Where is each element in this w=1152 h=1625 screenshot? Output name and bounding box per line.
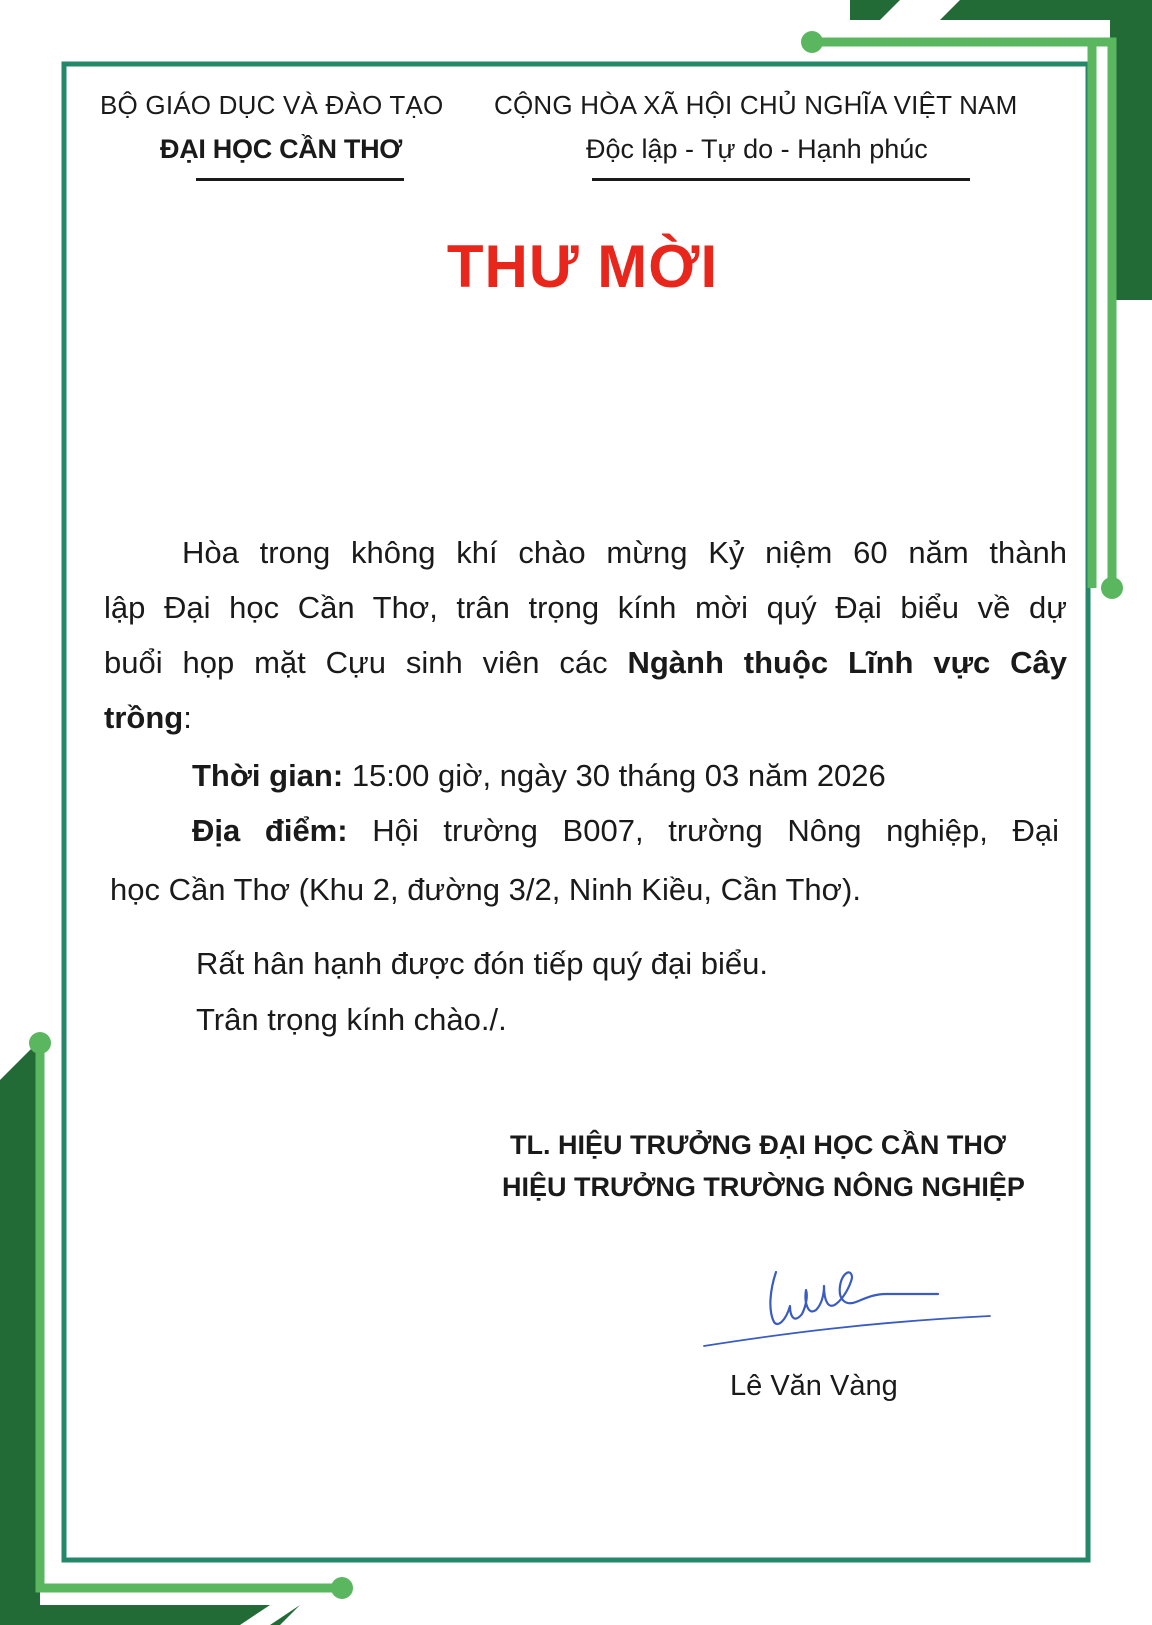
event-time [192,748,886,803]
place-value-2: học Cần Thơ (Khu 2, đường 3/2, Ninh Kiều, Cần Thơ). [110,872,861,907]
invitation-text-2: lập Đại học Cần Thơ, trân trọng kính mời quý Đại biểu về dự [104,590,1067,625]
closing-line-2 [196,992,507,1047]
bottom-left-light-line [40,1043,342,1588]
invitation-line-1 [182,525,1067,580]
invitation-line-3 [104,635,1067,690]
closing-text-1: Rất hân hạnh được đón tiếp quý đại biểu. [196,946,768,981]
place-value-1: Hội trường B007, trường Nông nghiệp, Đại [372,813,1059,848]
closing-line-1 [196,936,768,991]
national-motto: Độc lập - Tự do - Hạnh phúc [586,134,928,164]
top-right-light-line-2 [812,42,1112,588]
invitation-text-1: Hòa trong không khí chào mừng Kỷ niệm 60 năm thành [182,535,1067,570]
university-underline [196,178,404,181]
page-title: THƯ MỜI [446,233,719,300]
signer-name: Lê Văn Vàng [730,1370,898,1402]
university-name: ĐẠI HỌC CẦN THƠ [160,134,403,164]
bottom-left-dot-start [29,1032,51,1054]
place-label: Địa điểm: [192,813,348,848]
handwritten-signature [690,1250,1010,1350]
time-value: 15:00 giờ, ngày 30 tháng 03 năm 2026 [351,758,886,793]
event-place-line-2 [110,862,861,917]
bottom-left-dot-end [331,1577,353,1599]
colon: : [183,700,192,735]
invitation-line-2 [104,580,1067,635]
closing-text-2: Trân trọng kính chào./. [196,1002,507,1037]
top-right-light-line [812,42,1092,588]
signature-title-2: HIỆU TRƯỞNG TRƯỜNG NÔNG NGHIỆP [502,1172,1025,1202]
invitation-text-3: buổi họp mặt Cựu sinh viên các [104,645,608,680]
signature-title-1: TL. HIỆU TRƯỞNG ĐẠI HỌC CẦN THƠ [510,1130,1006,1160]
motto-underline [592,178,970,181]
field-name-bold: Ngành thuộc Lĩnh vực Cây [627,645,1067,680]
ministry-name: BỘ GIÁO DỤC VÀ ĐÀO TẠO [100,90,444,120]
event-place-line-1 [192,803,1059,858]
field-name-bold-cont: trồng [104,700,184,735]
bottom-left-dark-band [0,1040,300,1625]
nation-name: CỘNG HÒA XÃ HỘI CHỦ NGHĨA VIỆT NAM [494,90,1018,120]
time-label: Thời gian: [192,758,344,793]
invitation-line-4 [104,690,192,745]
